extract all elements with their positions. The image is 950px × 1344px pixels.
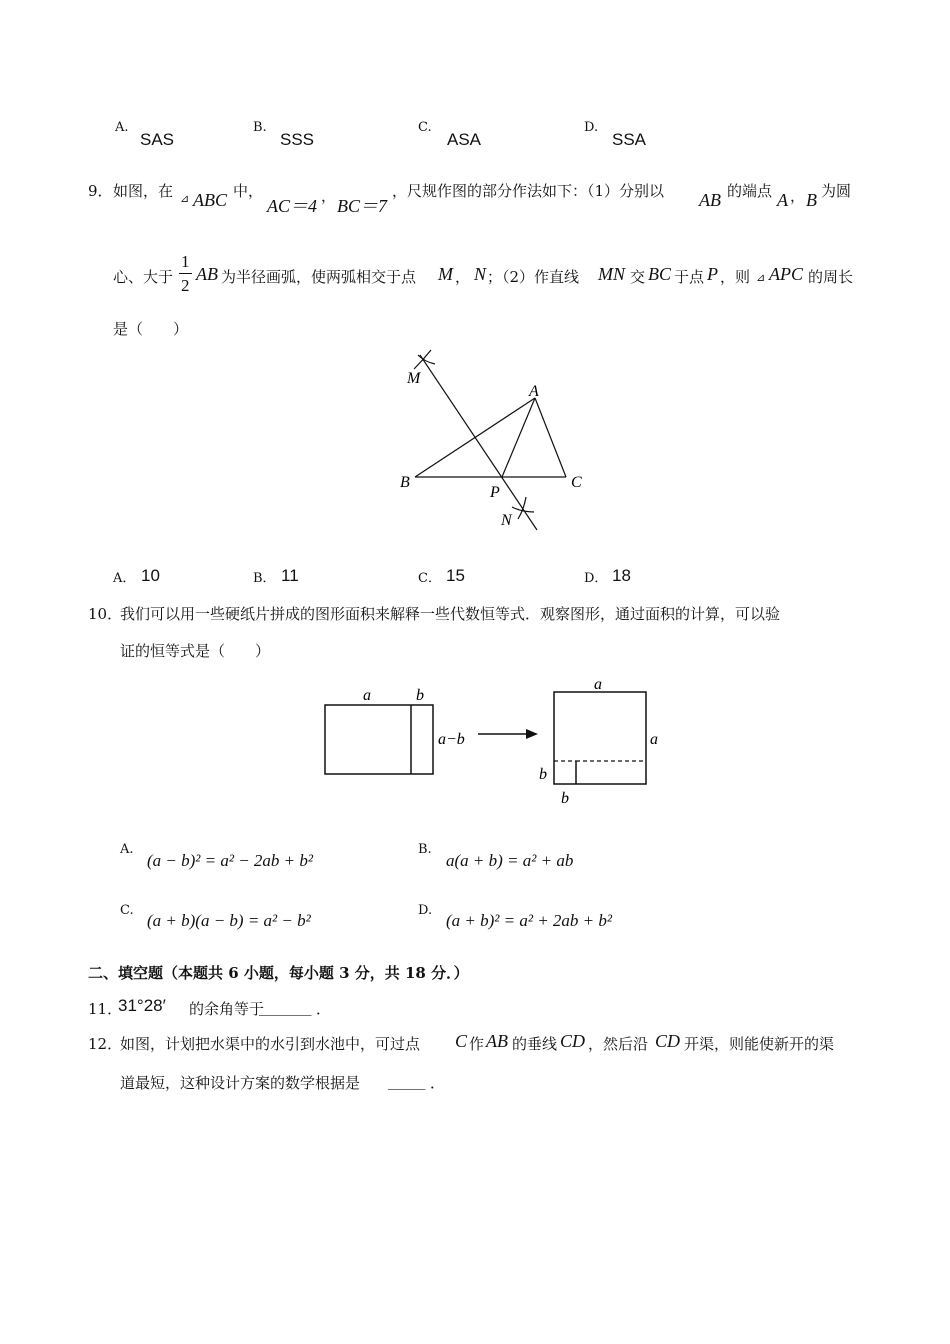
- text: 的周长: [808, 268, 854, 286]
- question-number: 11．: [88, 1000, 123, 1018]
- text: 如图，在: [113, 182, 174, 200]
- math-abc: ABC: [193, 190, 227, 210]
- text: 的垂线: [512, 1035, 558, 1053]
- option-text: (a − b)² = a² − 2ab + b²: [147, 851, 313, 870]
- label-a: a: [363, 687, 371, 704]
- math-apc: APC: [769, 264, 803, 284]
- text: ．: [316, 1000, 332, 1018]
- option-text: 11: [281, 566, 299, 585]
- math-ab: AB: [196, 264, 218, 284]
- option-text: ASA: [447, 130, 482, 149]
- label-c: C: [571, 474, 582, 491]
- math-p: P: [707, 264, 718, 284]
- answer-blank: _____: [388, 1072, 426, 1090]
- answer-blank: _______: [259, 998, 312, 1016]
- math-bc: BC: [648, 264, 672, 284]
- text: ，则: [720, 268, 751, 286]
- text: 是（ ）: [113, 320, 189, 338]
- segment-ab: [415, 398, 535, 477]
- text: 心、大于: [113, 268, 174, 286]
- math-m: M: [438, 264, 453, 284]
- segment-ap: [502, 398, 535, 477]
- math-a: A: [777, 190, 788, 210]
- section-heading: 二、填空题（本题共 6 小题，每小题 3 分，共 18 分．）: [88, 964, 469, 982]
- math-c: C: [455, 1031, 468, 1051]
- math-ab: AB: [486, 1031, 508, 1051]
- text: ，: [455, 268, 471, 286]
- fraction-numerator: 1: [181, 252, 190, 271]
- option-text: 18: [612, 566, 631, 585]
- option-label: C．: [418, 571, 441, 586]
- triangle-symbol: ⊿: [180, 192, 190, 205]
- label-a: a: [594, 676, 602, 693]
- triangle-construction-figure: [390, 345, 590, 540]
- text: ；（2）作直线: [487, 268, 580, 286]
- option-text: 15: [446, 566, 465, 585]
- text: 为圆: [821, 182, 852, 200]
- text: 作: [469, 1035, 485, 1053]
- option-label: B.: [418, 842, 432, 857]
- math-mn: MN: [598, 264, 625, 284]
- text: ，: [790, 187, 806, 205]
- arc-mark-m2: [414, 350, 431, 369]
- option-label: A．: [113, 571, 136, 586]
- text: 于点: [674, 268, 705, 286]
- option-text: (a + b)(a − b) = a² − b²: [147, 911, 311, 930]
- text: ，: [321, 187, 337, 205]
- option-label: D.: [584, 120, 599, 135]
- option-label: D．: [584, 571, 608, 586]
- math-ac-text: AC＝4: [267, 196, 318, 216]
- math-ab: AB: [699, 190, 721, 210]
- math-cd: CD: [655, 1031, 681, 1051]
- label-m: M: [407, 370, 421, 387]
- label-a: A: [529, 383, 539, 400]
- text: 如图，计划把水渠中的水引到水池中，可过点: [120, 1035, 421, 1053]
- text: ．: [430, 1074, 446, 1092]
- option-label: C.: [418, 120, 432, 135]
- option-label: A.: [120, 842, 134, 857]
- left-rectangle: [325, 705, 433, 774]
- text: 的端点: [727, 182, 773, 200]
- right-square: [554, 692, 646, 784]
- option-text: SSA: [612, 130, 647, 149]
- arrow-head: [526, 729, 538, 739]
- option-text: (a + b)² = a² + 2ab + b²: [446, 911, 612, 930]
- option-label: A.: [115, 120, 129, 135]
- text: 开渠，则能使新开的渠: [684, 1035, 835, 1053]
- math-b: B: [806, 190, 817, 210]
- text: 我们可以用一些硬纸片拼成的图形面积来解释一些代数恒等式．观察图形，通过面积的计算，可以验: [120, 605, 781, 623]
- option-text: SSS: [280, 130, 315, 149]
- text: 交: [630, 268, 646, 286]
- label-b: b: [416, 687, 424, 704]
- label-p: P: [490, 484, 500, 501]
- text: 为半径画弧，使两弧相交于点: [221, 268, 417, 286]
- option-label: B.: [253, 120, 267, 135]
- text: 中，: [233, 182, 264, 200]
- label-n: N: [501, 512, 512, 529]
- option-text: a(a + b) = a² + ab: [446, 851, 574, 870]
- option-text: 10: [141, 566, 160, 585]
- text: 的余角等于: [189, 1000, 265, 1018]
- math-ac: [267, 192, 317, 218]
- text: ，然后沿: [588, 1035, 649, 1053]
- math-bc: BC＝7: [337, 196, 388, 216]
- line-mn: [420, 355, 537, 530]
- label-a-minus-b: a−b: [438, 731, 465, 748]
- label-b: B: [400, 474, 410, 491]
- fraction-bar: [179, 273, 192, 274]
- option-label: D.: [418, 903, 433, 918]
- question-number: 9．: [88, 182, 113, 200]
- triangle-symbol: ⊿: [756, 271, 766, 284]
- label-b: b: [539, 766, 547, 783]
- text: 证的恒等式是（ ）: [120, 642, 271, 660]
- math-angle: 31°28′: [118, 996, 166, 1015]
- label-b: b: [561, 790, 569, 807]
- option-text: SAS: [140, 130, 175, 149]
- option-label: C.: [120, 903, 134, 918]
- area-identity-figure: [318, 672, 678, 812]
- option-label: B．: [253, 571, 276, 586]
- fraction-denominator: 2: [181, 276, 190, 295]
- question-number: 10．: [88, 605, 123, 623]
- math-n: N: [474, 264, 487, 284]
- text: 道最短，这种设计方案的数学根据是: [120, 1074, 361, 1092]
- text: ，尺规作图的部分作法如下：（1）分别以: [392, 182, 665, 200]
- question-number: 12．: [88, 1035, 123, 1053]
- segment-ac: [535, 398, 566, 477]
- label-a: a: [650, 731, 658, 748]
- math-cd: CD: [560, 1031, 586, 1051]
